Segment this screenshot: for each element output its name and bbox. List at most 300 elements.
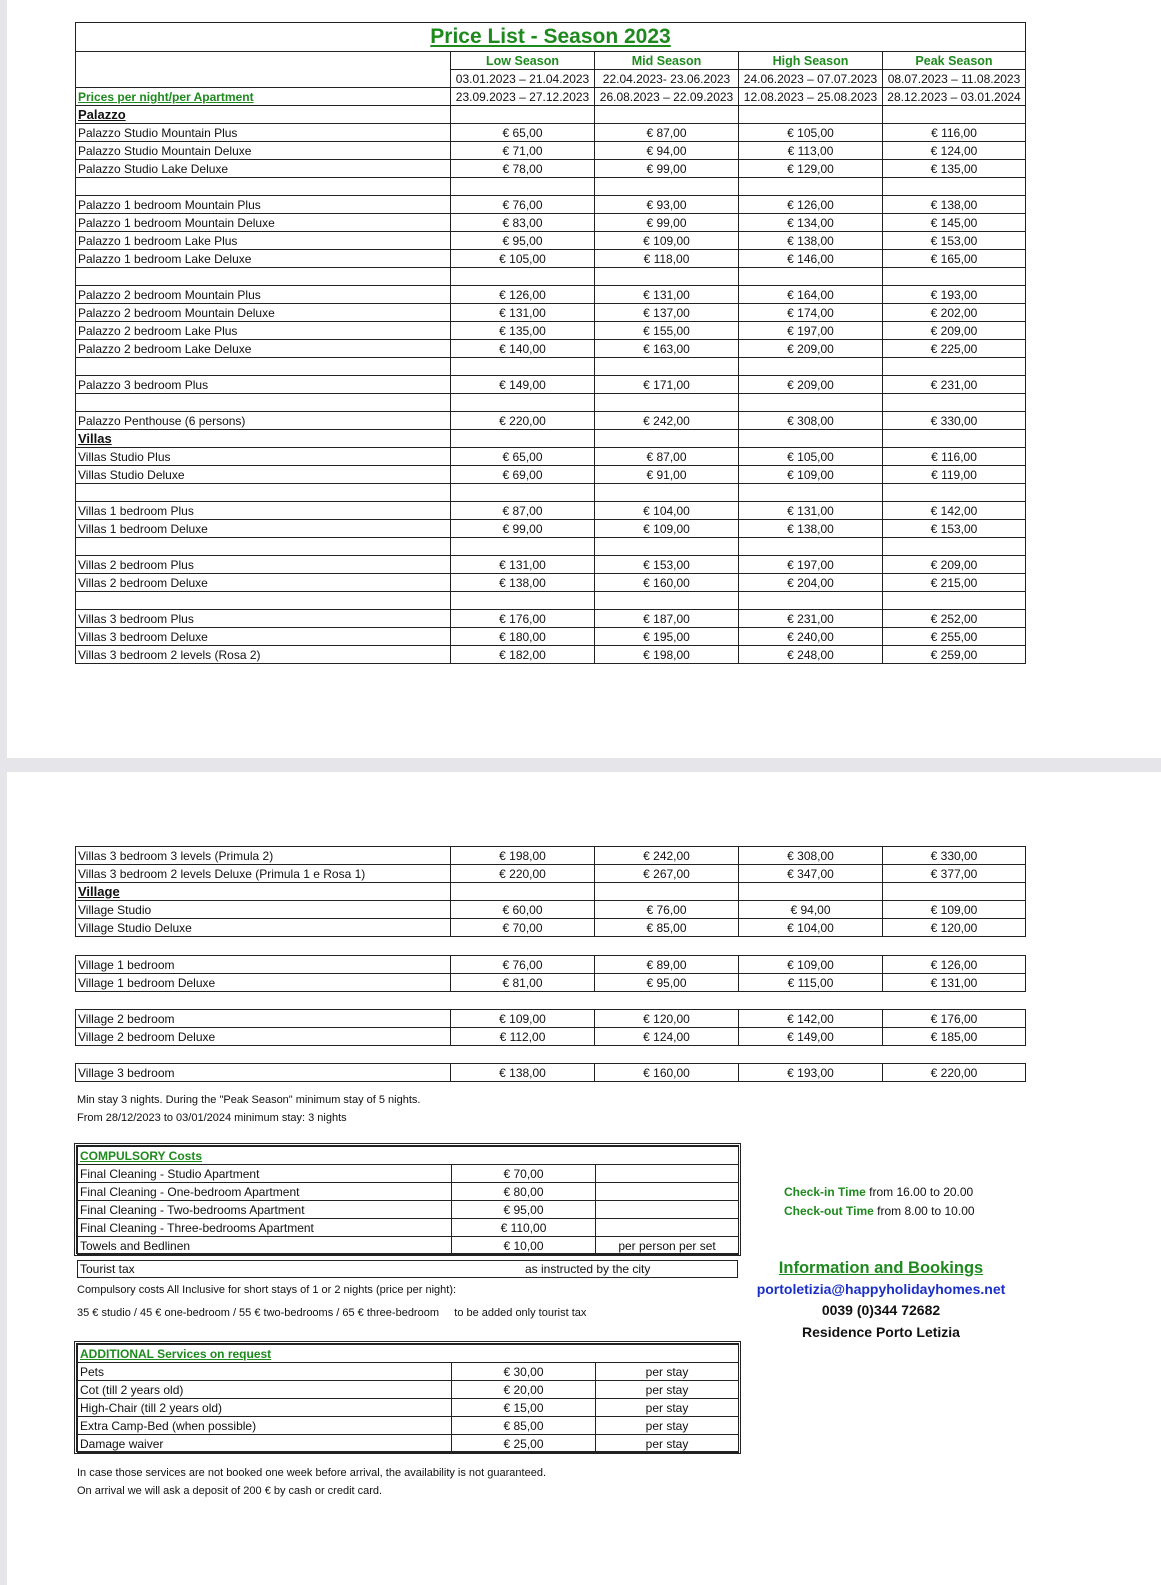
price-cell: € 120,00 <box>595 1010 739 1028</box>
price-cell: € 65,00 <box>451 124 595 142</box>
price-cell: € 94,00 <box>739 901 883 919</box>
tourist-tax-value: as instructed by the city <box>525 1262 651 1276</box>
season-name: Low Season <box>451 52 595 70</box>
section-header: Palazzo <box>76 106 451 124</box>
price-cell: € 105,00 <box>739 448 883 466</box>
empty-cell <box>883 106 1026 124</box>
empty-cell <box>883 430 1026 448</box>
service-label: Cot (till 2 years old) <box>78 1381 452 1399</box>
apartment-name: Palazzo 2 bedroom Mountain Deluxe <box>76 304 451 322</box>
price-cell: € 163,00 <box>595 340 739 358</box>
price-cell: € 65,00 <box>451 448 595 466</box>
cost-label: Final Cleaning - One-bedroom Apartment <box>78 1183 452 1201</box>
checkin-value: from 16.00 to 20.00 <box>869 1185 974 1199</box>
contact-phone: 0039 (0)344 72682 <box>821 1302 941 1318</box>
spacer-cell <box>883 484 1026 502</box>
season-period: 12.08.2023 – 25.08.2023 <box>739 88 883 106</box>
apartment-name: Villas 3 bedroom 2 levels Deluxe (Primula 1 e Rosa 1) <box>76 865 451 883</box>
service-note: per stay <box>596 1399 739 1417</box>
page-title: Price List - Season 2023 <box>76 23 1026 52</box>
cost-label: Final Cleaning - Studio Apartment <box>78 1165 452 1183</box>
price-cell: € 81,00 <box>451 974 595 992</box>
apartment-name: Villas Studio Plus <box>76 448 451 466</box>
price-cell: € 112,00 <box>451 1028 595 1046</box>
spacer-cell <box>76 358 451 376</box>
price-cell: € 267,00 <box>595 865 739 883</box>
service-price: € 15,00 <box>452 1399 596 1417</box>
min-stay-note: Min stay 3 nights. During the "Peak Season" minimum stay of 5 nights. <box>77 1094 421 1106</box>
price-cell: € 109,00 <box>739 956 883 974</box>
price-cell: € 231,00 <box>739 610 883 628</box>
service-label: Extra Camp-Bed (when possible) <box>78 1417 452 1435</box>
price-cell: € 105,00 <box>739 124 883 142</box>
season-name: Mid Season <box>595 52 739 70</box>
price-cell: € 215,00 <box>883 574 1026 592</box>
empty-cell <box>595 430 739 448</box>
price-cell: € 78,00 <box>451 160 595 178</box>
price-row <box>76 1028 1026 1046</box>
spacer-cell <box>451 538 595 556</box>
price-cell: € 195,00 <box>595 628 739 646</box>
apartment-name: Palazzo 1 bedroom Lake Deluxe <box>76 250 451 268</box>
price-row <box>76 448 1026 466</box>
price-row <box>76 196 1026 214</box>
tourist-tax-label: Tourist tax <box>80 1262 135 1276</box>
price-cell: € 76,00 <box>595 901 739 919</box>
apartment-name: Village Studio <box>76 901 451 919</box>
price-cell: € 153,00 <box>883 520 1026 538</box>
price-cell: € 120,00 <box>883 919 1026 937</box>
contact-email-link[interactable]: portoletizia@happyholidayhomes.net <box>756 1281 1006 1297</box>
price-cell: € 69,00 <box>451 466 595 484</box>
price-cell: € 138,00 <box>883 196 1026 214</box>
price-row <box>76 865 1026 883</box>
price-cell: € 87,00 <box>595 448 739 466</box>
spacer-cell <box>739 358 883 376</box>
price-cell: € 99,00 <box>595 214 739 232</box>
footer-note: On arrival we will ask a deposit of 200 € by cash or credit card. <box>77 1485 383 1497</box>
spacer-cell <box>595 394 739 412</box>
empty-cell <box>451 106 595 124</box>
section-header: Villas <box>76 430 451 448</box>
price-cell: € 231,00 <box>883 376 1026 394</box>
price-cell: € 104,00 <box>595 502 739 520</box>
price-cell: € 164,00 <box>739 286 883 304</box>
price-row <box>76 628 1026 646</box>
apartment-name: Villas 2 bedroom Plus <box>76 556 451 574</box>
price-cell: € 182,00 <box>451 646 595 664</box>
price-row <box>76 847 1026 865</box>
price-row <box>76 1064 1026 1082</box>
spacer-cell <box>76 268 451 286</box>
price-row <box>76 340 1026 358</box>
price-cell: € 109,00 <box>739 466 883 484</box>
price-cell: € 140,00 <box>451 340 595 358</box>
checkout-time <box>784 1204 975 1218</box>
cost-note <box>596 1201 739 1219</box>
price-cell: € 330,00 <box>883 847 1026 865</box>
apartment-name: Village 1 bedroom Deluxe <box>76 974 451 992</box>
cost-label: Final Cleaning - Two-bedrooms Apartment <box>78 1201 452 1219</box>
apartment-name: Villas Studio Deluxe <box>76 466 451 484</box>
season-period: 08.07.2023 – 11.08.2023 <box>883 70 1026 88</box>
empty-cell <box>451 430 595 448</box>
apartment-name: Villas 3 bedroom Deluxe <box>76 628 451 646</box>
price-cell: € 209,00 <box>883 322 1026 340</box>
price-table-block <box>75 1009 1026 1046</box>
price-cell: € 149,00 <box>739 1028 883 1046</box>
price-cell: € 87,00 <box>595 124 739 142</box>
price-cell: € 138,00 <box>739 232 883 250</box>
price-cell: € 131,00 <box>883 974 1026 992</box>
empty-cell <box>739 430 883 448</box>
cost-note <box>596 1219 739 1237</box>
empty-cell <box>883 883 1026 901</box>
service-note: per stay <box>596 1381 739 1399</box>
all-inclusive-note: Compulsory costs All Inclusive for short stays of 1 or 2 nights (price per night): <box>77 1284 457 1296</box>
price-cell: € 131,00 <box>451 556 595 574</box>
price-cell: € 153,00 <box>883 232 1026 250</box>
empty-cell <box>739 883 883 901</box>
price-cell: € 242,00 <box>595 847 739 865</box>
spacer-cell <box>595 358 739 376</box>
price-cell: € 255,00 <box>883 628 1026 646</box>
spacer-cell <box>739 394 883 412</box>
apartment-name: Villas 3 bedroom Plus <box>76 610 451 628</box>
price-cell: € 95,00 <box>451 232 595 250</box>
price-cell: € 248,00 <box>739 646 883 664</box>
price-row <box>76 124 1026 142</box>
spacer-cell <box>595 484 739 502</box>
price-cell: € 202,00 <box>883 304 1026 322</box>
price-row <box>76 646 1026 664</box>
apartment-name: Villas 1 bedroom Plus <box>76 502 451 520</box>
price-row <box>76 322 1026 340</box>
price-cell: € 118,00 <box>595 250 739 268</box>
cost-note <box>596 1183 739 1201</box>
price-cell: € 115,00 <box>739 974 883 992</box>
price-cell: € 83,00 <box>451 214 595 232</box>
spacer-row <box>76 358 1026 376</box>
spacer-cell <box>451 394 595 412</box>
price-list-page-2 <box>7 772 1161 1585</box>
price-row <box>76 974 1026 992</box>
price-cell: € 109,00 <box>595 520 739 538</box>
spacer-cell <box>883 538 1026 556</box>
apartment-name: Village 2 bedroom <box>76 1010 451 1028</box>
spacer-cell <box>883 178 1026 196</box>
service-price: € 85,00 <box>452 1417 596 1435</box>
price-cell: € 95,00 <box>595 974 739 992</box>
empty-cell <box>595 106 739 124</box>
price-cell: € 135,00 <box>883 160 1026 178</box>
service-price: € 25,00 <box>452 1435 596 1453</box>
price-table-page-1 <box>75 22 1026 664</box>
compulsory-row <box>78 1183 739 1201</box>
additional-row <box>78 1435 739 1453</box>
season-name: Peak Season <box>883 52 1026 70</box>
spacer-row <box>76 538 1026 556</box>
apartment-name: Palazzo 3 bedroom Plus <box>76 376 451 394</box>
checkin-label: Check-in Time <box>784 1185 866 1199</box>
price-cell: € 89,00 <box>595 956 739 974</box>
section-header-row <box>76 883 1026 901</box>
price-cell: € 176,00 <box>451 610 595 628</box>
compulsory-costs-table <box>77 1146 739 1255</box>
checkin-time <box>784 1185 973 1199</box>
additional-row <box>78 1381 739 1399</box>
apartment-name: Villas 2 bedroom Deluxe <box>76 574 451 592</box>
price-cell: € 124,00 <box>883 142 1026 160</box>
price-cell: € 138,00 <box>451 1064 595 1082</box>
apartment-name: Villas 3 bedroom 3 levels (Primula 2) <box>76 847 451 865</box>
price-row <box>76 232 1026 250</box>
price-row <box>76 304 1026 322</box>
price-cell: € 76,00 <box>451 196 595 214</box>
price-row <box>76 214 1026 232</box>
price-cell: € 99,00 <box>595 160 739 178</box>
spacer-cell <box>76 538 451 556</box>
price-cell: € 165,00 <box>883 250 1026 268</box>
price-cell: € 160,00 <box>595 574 739 592</box>
price-cell: € 85,00 <box>595 919 739 937</box>
compulsory-row <box>78 1201 739 1219</box>
price-cell: € 377,00 <box>883 865 1026 883</box>
spacer-cell <box>595 178 739 196</box>
price-cell: € 94,00 <box>595 142 739 160</box>
price-cell: € 155,00 <box>595 322 739 340</box>
price-table-block <box>75 1063 1026 1082</box>
price-row <box>76 556 1026 574</box>
additional-header: ADDITIONAL Services on request <box>78 1345 739 1363</box>
section-header: Village <box>76 883 451 901</box>
price-cell: € 116,00 <box>883 124 1026 142</box>
price-cell: € 91,00 <box>595 466 739 484</box>
cost-price: € 70,00 <box>452 1165 596 1183</box>
price-row <box>76 502 1026 520</box>
spacer-row <box>76 592 1026 610</box>
price-table-block <box>75 955 1026 992</box>
spacer-cell <box>595 268 739 286</box>
additional-row <box>78 1399 739 1417</box>
apartment-name: Palazzo Studio Lake Deluxe <box>76 160 451 178</box>
price-cell: € 71,00 <box>451 142 595 160</box>
price-row <box>76 956 1026 974</box>
price-row <box>76 286 1026 304</box>
additional-row <box>78 1363 739 1381</box>
price-cell: € 160,00 <box>595 1064 739 1082</box>
spacer-cell <box>595 538 739 556</box>
spacer-cell <box>883 592 1026 610</box>
additional-services-table <box>77 1344 739 1453</box>
price-cell: € 174,00 <box>739 304 883 322</box>
price-cell: € 93,00 <box>595 196 739 214</box>
service-label: High-Chair (till 2 years old) <box>78 1399 452 1417</box>
price-cell: € 187,00 <box>595 610 739 628</box>
season-period: 24.06.2023 – 07.07.2023 <box>739 70 883 88</box>
price-cell: € 104,00 <box>739 919 883 937</box>
price-row <box>76 376 1026 394</box>
price-cell: € 126,00 <box>739 196 883 214</box>
price-cell: € 131,00 <box>739 502 883 520</box>
apartment-name: Palazzo 2 bedroom Mountain Plus <box>76 286 451 304</box>
spacer-row <box>76 394 1026 412</box>
price-cell: € 60,00 <box>451 901 595 919</box>
price-cell: € 145,00 <box>883 214 1026 232</box>
price-cell: € 252,00 <box>883 610 1026 628</box>
price-cell: € 204,00 <box>739 574 883 592</box>
price-row <box>76 610 1026 628</box>
apartment-name: Palazzo 1 bedroom Mountain Plus <box>76 196 451 214</box>
price-cell: € 193,00 <box>883 286 1026 304</box>
spacer-cell <box>451 268 595 286</box>
cost-label: Final Cleaning - Three-bedrooms Apartment <box>78 1219 452 1237</box>
cost-price: € 10,00 <box>452 1237 596 1255</box>
section-header-row <box>76 106 1026 124</box>
price-cell: € 99,00 <box>451 520 595 538</box>
cost-price: € 110,00 <box>452 1219 596 1237</box>
spacer-cell <box>883 358 1026 376</box>
header-blank <box>76 70 451 88</box>
spacer-cell <box>739 538 883 556</box>
compulsory-row <box>78 1219 739 1237</box>
cost-note <box>596 1165 739 1183</box>
all-inclusive-prices: 35 € studio / 45 € one-bedroom / 55 € two-bedrooms / 65 € three-bedroom to be added only tourist tax <box>77 1307 587 1319</box>
contact-heading: Information and Bookings <box>778 1259 984 1277</box>
price-cell: € 142,00 <box>883 502 1026 520</box>
price-cell: € 198,00 <box>595 646 739 664</box>
spacer-cell <box>451 592 595 610</box>
apartment-name: Palazzo Studio Mountain Plus <box>76 124 451 142</box>
price-cell: € 87,00 <box>451 502 595 520</box>
price-cell: € 124,00 <box>595 1028 739 1046</box>
cost-label: Towels and Bedlinen <box>78 1237 452 1255</box>
price-cell: € 220,00 <box>883 1064 1026 1082</box>
spacer-cell <box>451 484 595 502</box>
service-label: Pets <box>78 1363 452 1381</box>
apartment-name: Village 1 bedroom <box>76 956 451 974</box>
price-cell: € 308,00 <box>739 847 883 865</box>
price-cell: € 109,00 <box>595 232 739 250</box>
price-cell: € 138,00 <box>739 520 883 538</box>
price-cell: € 220,00 <box>451 865 595 883</box>
prices-per-night-label: Prices per night/per Apartment <box>76 88 451 106</box>
spacer-cell <box>739 268 883 286</box>
price-row <box>76 574 1026 592</box>
apartment-name: Palazzo 1 bedroom Lake Plus <box>76 232 451 250</box>
price-list-page-1 <box>7 0 1161 758</box>
price-cell: € 153,00 <box>595 556 739 574</box>
spacer-cell <box>595 592 739 610</box>
price-cell: € 70,00 <box>451 919 595 937</box>
compulsory-row <box>78 1237 739 1255</box>
spacer-row <box>76 268 1026 286</box>
spacer-row <box>76 484 1026 502</box>
price-row <box>76 142 1026 160</box>
price-row <box>76 160 1026 178</box>
apartment-name: Palazzo 2 bedroom Lake Plus <box>76 322 451 340</box>
price-cell: € 330,00 <box>883 412 1026 430</box>
spacer-cell <box>883 394 1026 412</box>
apartment-name: Village 2 bedroom Deluxe <box>76 1028 451 1046</box>
price-cell: € 185,00 <box>883 1028 1026 1046</box>
price-cell: € 137,00 <box>595 304 739 322</box>
price-cell: € 259,00 <box>883 646 1026 664</box>
price-cell: € 198,00 <box>451 847 595 865</box>
price-row <box>76 919 1026 937</box>
empty-cell <box>739 106 883 124</box>
service-label: Damage waiver <box>78 1435 452 1453</box>
price-cell: € 209,00 <box>883 556 1026 574</box>
price-cell: € 142,00 <box>739 1010 883 1028</box>
compulsory-row <box>78 1165 739 1183</box>
empty-cell <box>595 883 739 901</box>
checkout-value: from 8.00 to 10.00 <box>877 1204 975 1218</box>
price-cell: € 193,00 <box>739 1064 883 1082</box>
service-note: per stay <box>596 1435 739 1453</box>
price-cell: € 135,00 <box>451 322 595 340</box>
price-cell: € 347,00 <box>739 865 883 883</box>
footer-note: In case those services are not booked one week before arrival, the availability is not guaranteed. <box>77 1467 546 1479</box>
apartment-name: Villas 3 bedroom 2 levels (Rosa 2) <box>76 646 451 664</box>
price-cell: € 197,00 <box>739 556 883 574</box>
spacer-cell <box>76 178 451 196</box>
price-cell: € 109,00 <box>883 901 1026 919</box>
cost-price: € 95,00 <box>452 1201 596 1219</box>
price-row <box>76 1010 1026 1028</box>
apartment-name: Palazzo 2 bedroom Lake Deluxe <box>76 340 451 358</box>
price-cell: € 209,00 <box>739 376 883 394</box>
checkout-label: Check-out Time <box>784 1204 874 1218</box>
spacer-cell <box>76 592 451 610</box>
compulsory-header: COMPULSORY Costs <box>78 1147 739 1165</box>
contact-block <box>741 1257 1021 1343</box>
spacer-cell <box>883 268 1026 286</box>
price-cell: € 116,00 <box>883 448 1026 466</box>
apartment-name: Village Studio Deluxe <box>76 919 451 937</box>
season-period: 28.12.2023 – 03.01.2024 <box>883 88 1026 106</box>
price-cell: € 119,00 <box>883 466 1026 484</box>
spacer-cell <box>76 484 451 502</box>
empty-cell <box>451 883 595 901</box>
price-cell: € 225,00 <box>883 340 1026 358</box>
season-period: 03.01.2023 – 21.04.2023 <box>451 70 595 88</box>
price-row <box>76 901 1026 919</box>
price-cell: € 76,00 <box>451 956 595 974</box>
cost-note: per person per set <box>596 1237 739 1255</box>
section-header-row <box>76 430 1026 448</box>
price-cell: € 109,00 <box>451 1010 595 1028</box>
price-row <box>76 520 1026 538</box>
cost-price: € 80,00 <box>452 1183 596 1201</box>
apartment-name: Palazzo Studio Mountain Deluxe <box>76 142 451 160</box>
price-cell: € 134,00 <box>739 214 883 232</box>
service-note: per stay <box>596 1363 739 1381</box>
spacer-cell <box>739 178 883 196</box>
price-cell: € 176,00 <box>883 1010 1026 1028</box>
price-cell: € 149,00 <box>451 376 595 394</box>
price-row <box>76 412 1026 430</box>
price-row <box>76 466 1026 484</box>
price-row <box>76 250 1026 268</box>
additional-row <box>78 1417 739 1435</box>
price-cell: € 308,00 <box>739 412 883 430</box>
price-cell: € 126,00 <box>451 286 595 304</box>
season-period: 23.09.2023 – 27.12.2023 <box>451 88 595 106</box>
apartment-name: Palazzo 1 bedroom Mountain Deluxe <box>76 214 451 232</box>
price-cell: € 180,00 <box>451 628 595 646</box>
service-note: per stay <box>596 1417 739 1435</box>
